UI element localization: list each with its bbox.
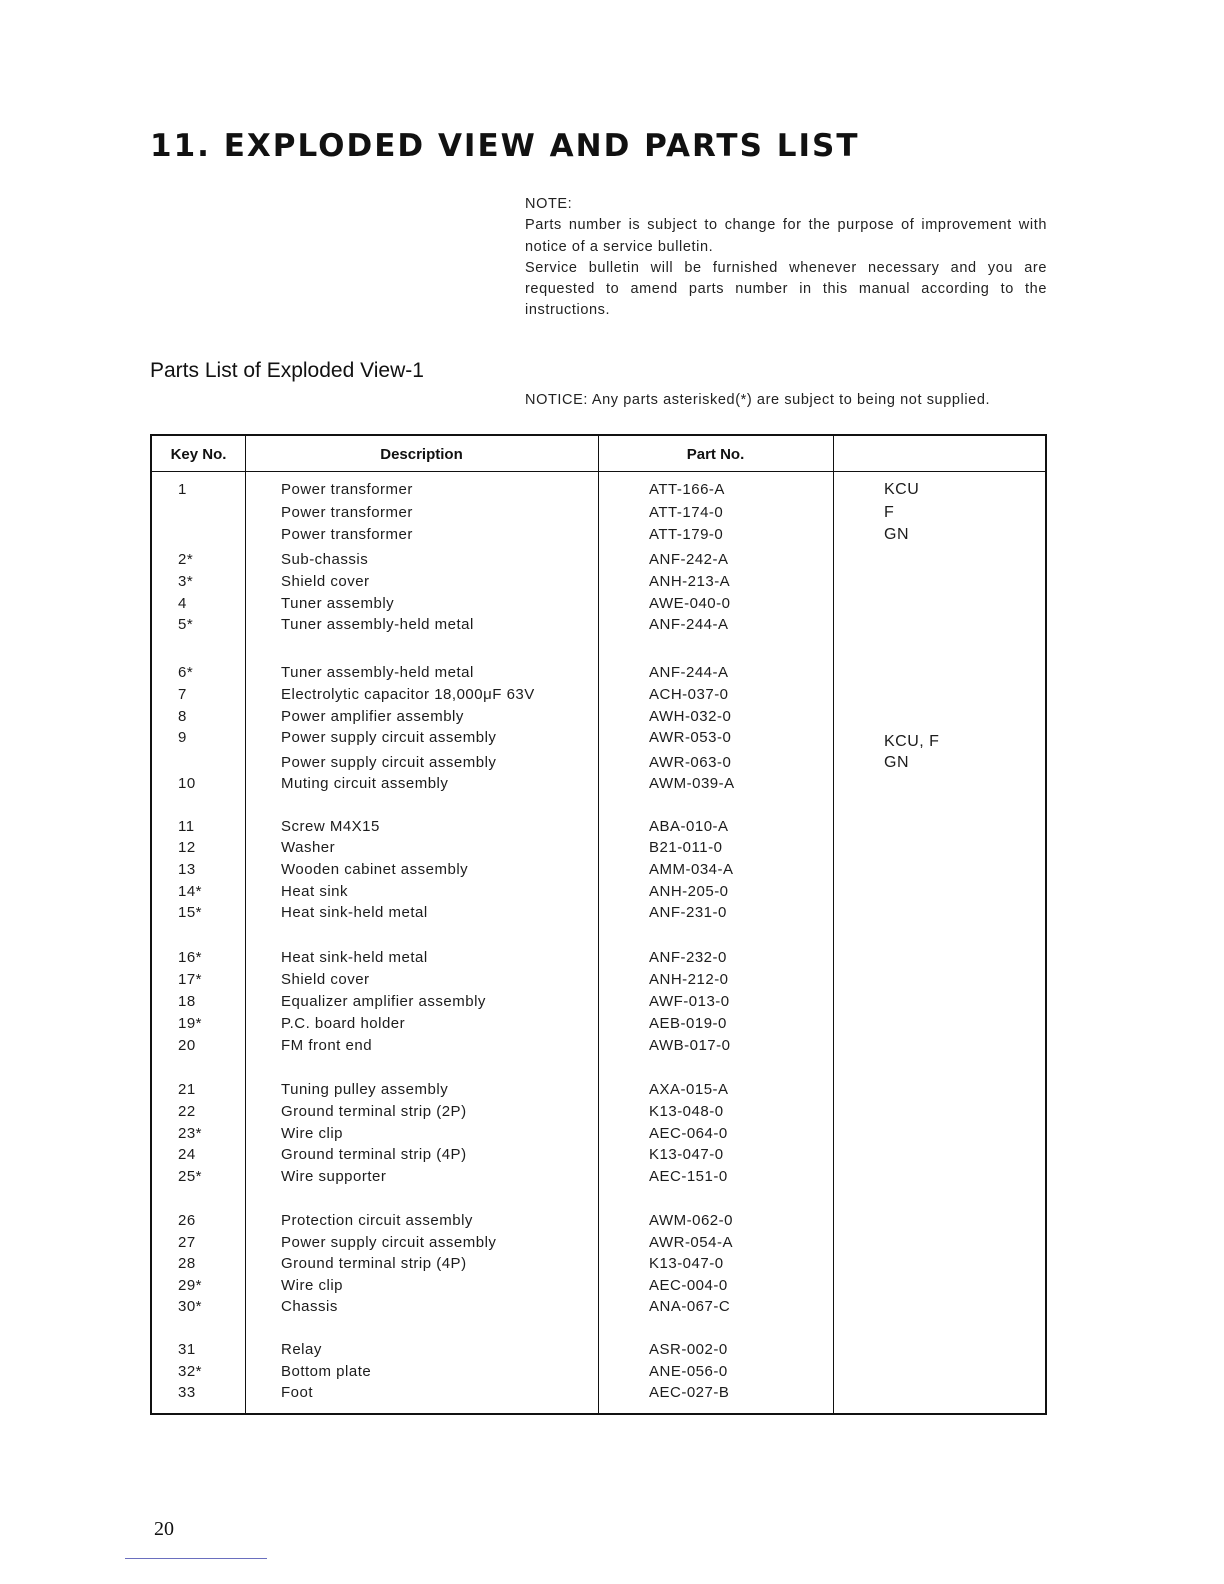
key-no-cell: 17* — [178, 971, 203, 988]
key-no-cell: 15* — [178, 904, 203, 921]
table-row — [152, 1125, 1045, 1147]
part-no-cell: ABA-010-A — [649, 818, 729, 835]
table-row — [152, 1037, 1045, 1059]
part-no-cell: ANH-213-A — [649, 573, 731, 590]
table-row — [152, 526, 1045, 548]
table-row — [152, 1277, 1045, 1299]
table-row — [152, 1015, 1045, 1037]
key-no-cell: 2* — [178, 551, 194, 568]
key-no-cell: 12 — [178, 839, 196, 856]
key-no-cell: 7 — [178, 686, 187, 703]
table-row — [152, 481, 1045, 503]
part-no-cell: AXA-015-A — [649, 1081, 729, 1098]
description-cell: Protection circuit assembly — [281, 1212, 473, 1229]
key-no-cell: 18 — [178, 993, 196, 1010]
key-no-cell: 29* — [178, 1277, 203, 1294]
table-row — [152, 1298, 1045, 1320]
description-cell: Ground terminal strip (4P) — [281, 1255, 467, 1272]
part-no-cell: ANH-212-0 — [649, 971, 729, 988]
key-no-cell: 23* — [178, 1125, 203, 1142]
table-row — [152, 971, 1045, 993]
key-no-cell: 19* — [178, 1015, 203, 1032]
part-no-cell: ACH-037-0 — [649, 686, 729, 703]
part-no-cell: ANE-056-0 — [649, 1363, 728, 1380]
key-no-cell: 21 — [178, 1081, 196, 1098]
table-row — [152, 754, 1045, 776]
part-no-cell: ATT-179-0 — [649, 526, 724, 543]
key-no-cell: 10 — [178, 775, 196, 792]
part-no-cell: AWM-062-0 — [649, 1212, 733, 1229]
table-row — [152, 1168, 1045, 1190]
table-row — [152, 993, 1045, 1015]
table-row — [152, 818, 1045, 840]
description-cell: Washer — [281, 839, 336, 856]
key-no-cell: 25* — [178, 1168, 203, 1185]
header-part-no: Part No. — [686, 446, 745, 463]
table-row — [152, 1234, 1045, 1256]
section-subtitle: Parts List of Exploded View-1 — [150, 359, 424, 382]
part-no-cell: AWR-063-0 — [649, 754, 732, 771]
table-row — [152, 949, 1045, 971]
table-row — [152, 775, 1045, 797]
description-cell: Power supply circuit assembly — [281, 754, 497, 771]
table-row — [152, 573, 1045, 595]
table-row — [152, 1081, 1045, 1103]
part-no-cell: AWH-032-0 — [649, 708, 732, 725]
description-cell: FM front end — [281, 1037, 373, 1054]
description-cell: Tuner assembly-held metal — [281, 664, 474, 681]
part-no-cell: AWR-053-0 — [649, 729, 732, 746]
table-row — [152, 1363, 1045, 1385]
description-cell: Shield cover — [281, 971, 370, 988]
description-cell: Heat sink-held metal — [281, 904, 428, 921]
note-heading: NOTE: — [525, 196, 573, 212]
part-no-cell: AWF-013-0 — [649, 993, 730, 1010]
description-cell: Heat sink — [281, 883, 349, 900]
note-block — [525, 194, 1047, 322]
key-no-cell: 24 — [178, 1146, 196, 1163]
part-no-cell: AEC-064-0 — [649, 1125, 728, 1142]
part-no-cell: K13-048-0 — [649, 1103, 724, 1120]
key-no-cell: 14* — [178, 883, 203, 900]
key-no-cell: 13 — [178, 861, 196, 878]
part-no-cell: K13-047-0 — [649, 1146, 724, 1163]
table-row — [152, 1103, 1045, 1125]
part-no-cell: ATT-174-0 — [649, 504, 724, 521]
description-cell: Heat sink-held metal — [281, 949, 428, 966]
part-no-cell: AWM-039-A — [649, 775, 735, 792]
key-no-cell: 3* — [178, 573, 194, 590]
header-divider — [152, 471, 1045, 472]
description-cell: Wire clip — [281, 1125, 344, 1142]
key-no-cell: 32* — [178, 1363, 203, 1380]
description-cell: Wire clip — [281, 1277, 344, 1294]
table-row — [152, 1146, 1045, 1168]
description-cell: Muting circuit assembly — [281, 775, 449, 792]
part-no-cell: ANF-232-0 — [649, 949, 727, 966]
description-cell: Power transformer — [281, 526, 413, 543]
table-row — [152, 664, 1045, 686]
table-row — [152, 504, 1045, 526]
part-no-cell: K13-047-0 — [649, 1255, 724, 1272]
page-number: 20 — [154, 1518, 174, 1540]
description-cell: Tuning pulley assembly — [281, 1081, 449, 1098]
key-no-cell: 16* — [178, 949, 203, 966]
description-cell: Foot — [281, 1384, 314, 1401]
table-row — [152, 861, 1045, 883]
description-cell: Sub-chassis — [281, 551, 369, 568]
key-no-cell: 31 — [178, 1341, 196, 1358]
key-no-cell: 26 — [178, 1212, 196, 1229]
destination-cell: F — [884, 504, 895, 521]
header-key-no: Key No. — [170, 446, 227, 463]
table-row — [152, 904, 1045, 926]
destination-cell: GN — [884, 526, 909, 543]
part-no-cell: AEC-151-0 — [649, 1168, 728, 1185]
part-no-cell: ANF-244-A — [649, 616, 729, 633]
description-cell: Screw M4X15 — [281, 818, 380, 835]
table-row — [152, 1212, 1045, 1234]
destination-cell: GN — [884, 754, 909, 771]
table-row — [152, 839, 1045, 861]
key-no-cell: 4 — [178, 595, 187, 612]
key-no-cell: 8 — [178, 708, 187, 725]
table-row — [152, 708, 1045, 730]
asterisk-notice: NOTICE: Any parts asterisked(*) are subject to being not supplied. — [525, 392, 991, 408]
note-text-1: Parts number is subject to change for the purpose of improvement with notice of a service bulletin. — [525, 217, 1047, 255]
part-no-cell: AMM-034-A — [649, 861, 734, 878]
description-cell: Ground terminal strip (2P) — [281, 1103, 467, 1120]
key-no-cell: 6* — [178, 664, 194, 681]
part-no-cell: ANF-244-A — [649, 664, 729, 681]
part-no-cell: ASR-002-0 — [649, 1341, 728, 1358]
destination-cell: KCU, F — [884, 733, 940, 750]
part-no-cell: AWR-054-A — [649, 1234, 733, 1251]
description-cell: Chassis — [281, 1298, 338, 1315]
description-cell: Power supply circuit assembly — [281, 1234, 497, 1251]
table-row — [152, 595, 1045, 617]
table-row — [152, 883, 1045, 905]
description-cell: Wire supporter — [281, 1168, 387, 1185]
part-no-cell: B21-011-0 — [649, 839, 723, 856]
part-no-cell: ANF-231-0 — [649, 904, 727, 921]
key-no-cell: 22 — [178, 1103, 196, 1120]
part-no-cell: ANH-205-0 — [649, 883, 729, 900]
table-row — [152, 616, 1045, 638]
part-no-cell: AEB-019-0 — [649, 1015, 727, 1032]
key-no-cell: 30* — [178, 1298, 203, 1315]
part-no-cell: AWB-017-0 — [649, 1037, 731, 1054]
table-row — [152, 1341, 1045, 1363]
table-row — [152, 1384, 1045, 1406]
description-cell: Power transformer — [281, 504, 413, 521]
note-text-2: Service bulletin will be furnished whenever necessary and you are requested to amend parts number in this manual according to the instructions. — [525, 259, 1047, 319]
page-title: 11. EXPLODED VIEW AND PARTS LIST — [150, 128, 860, 164]
part-no-cell: ANF-242-A — [649, 551, 729, 568]
part-no-cell: ANA-067-C — [649, 1298, 731, 1315]
part-no-cell: AWE-040-0 — [649, 595, 731, 612]
key-no-cell: 33 — [178, 1384, 196, 1401]
description-cell: Ground terminal strip (4P) — [281, 1146, 467, 1163]
key-no-cell: 28 — [178, 1255, 196, 1272]
key-no-cell: 20 — [178, 1037, 196, 1054]
description-cell: Equalizer amplifier assembly — [281, 993, 486, 1010]
key-no-cell: 9 — [178, 729, 187, 746]
part-no-cell: ATT-166-A — [649, 481, 725, 498]
description-cell: Bottom plate — [281, 1363, 372, 1380]
key-no-cell: 27 — [178, 1234, 196, 1251]
description-cell: P.C. board holder — [281, 1015, 406, 1032]
table-row — [152, 551, 1045, 573]
description-cell: Shield cover — [281, 573, 370, 590]
key-no-cell: 1 — [178, 481, 187, 498]
description-cell: Power transformer — [281, 481, 413, 498]
table-row — [152, 1255, 1045, 1277]
parts-table — [150, 434, 1047, 1415]
footer-rule — [125, 1558, 267, 1559]
description-cell: Wooden cabinet assembly — [281, 861, 469, 878]
header-description: Description — [380, 446, 463, 463]
description-cell: Tuner assembly — [281, 595, 395, 612]
destination-cell: KCU — [884, 481, 920, 498]
key-no-cell: 5* — [178, 616, 194, 633]
description-cell: Power supply circuit assembly — [281, 729, 497, 746]
table-row — [152, 729, 1045, 751]
key-no-cell: 11 — [178, 818, 195, 835]
part-no-cell: AEC-004-0 — [649, 1277, 728, 1294]
description-cell: Power amplifier assembly — [281, 708, 464, 725]
description-cell: Electrolytic capacitor 18,000μF 63V — [281, 686, 535, 703]
description-cell: Tuner assembly-held metal — [281, 616, 474, 633]
description-cell: Relay — [281, 1341, 322, 1358]
table-row — [152, 686, 1045, 708]
part-no-cell: AEC-027-B — [649, 1384, 730, 1401]
